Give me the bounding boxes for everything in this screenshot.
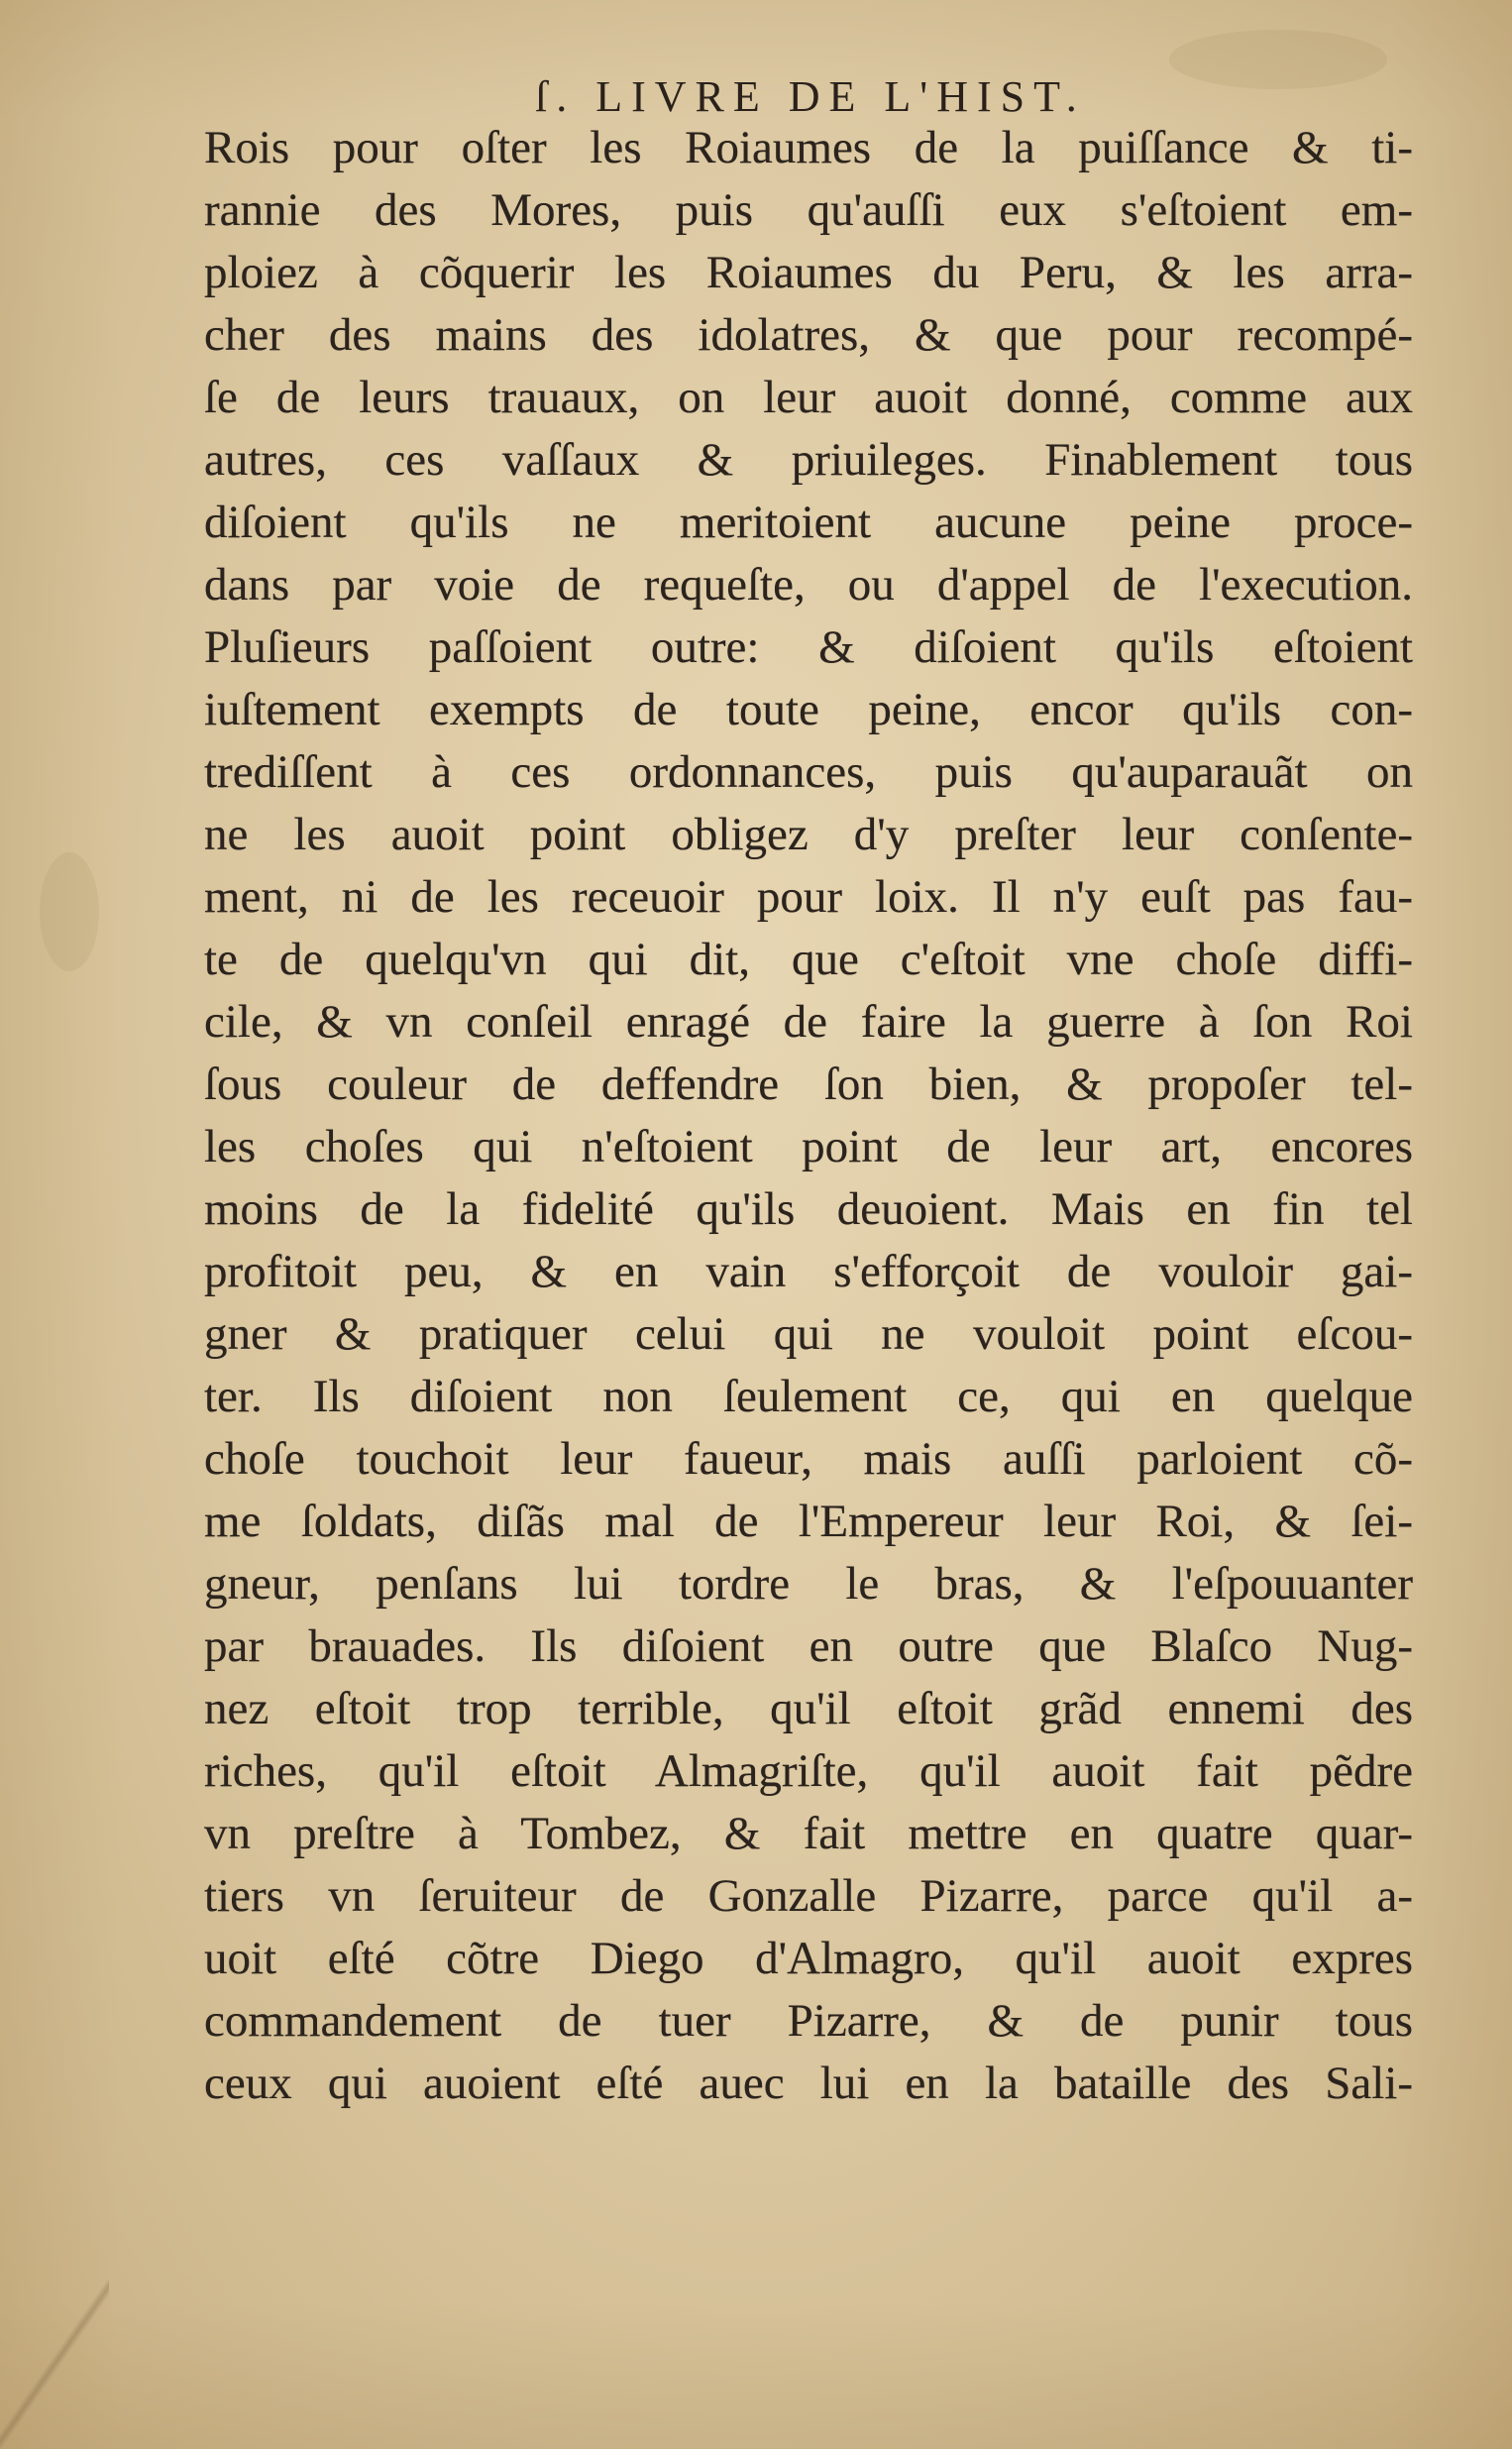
text-line: par brauades. Ils diſoient en outre que Blaſco Nug-: [204, 1620, 1413, 1672]
text-line: Rois pour oſter les Roiaumes de la puiſſance & ti-: [204, 122, 1413, 173]
text-line: Pluſieurs paſſoient outre: & diſoient qu'ils eſtoient: [204, 621, 1413, 673]
text-line: ploiez à cõquerir les Roiaumes du Peru, & les arra-: [204, 247, 1413, 298]
text-line: rannie des Mores, puis qu'auſſi eux s'eſtoient em-: [204, 184, 1413, 236]
text-line: gneur, penſans lui tordre le bras, & l'eſpouuanter: [204, 1558, 1413, 1610]
text-line: ſous couleur de deffendre ſon bien, & propoſer tel-: [204, 1058, 1413, 1110]
text-line: autres, ces vaſſaux & priuileges. Finablement tous: [204, 434, 1413, 486]
text-line: nez eſtoit trop terrible, qu'il eſtoit grãd ennemi des: [204, 1683, 1413, 1734]
text-line: cher des mains des idolatres, & que pour recompé-: [204, 309, 1413, 361]
text-line: choſe touchoit leur faueur, mais auſſi parloient cõ-: [204, 1433, 1413, 1485]
text-line: vn preſtre à Tombez, & fait mettre en quatre quar-: [204, 1808, 1413, 1859]
text-line: ter. Ils diſoient non ſeulement ce, qui en quelque: [204, 1371, 1413, 1422]
text-line: cile, & vn conſeil enragé de faire la guerre à ſon Roi: [204, 996, 1413, 1048]
text-line: ſe de leurs trauaux, on leur auoit donné, comme aux: [204, 372, 1413, 423]
text-line: riches, qu'il eſtoit Almagriſte, qu'il auoit fait pẽdre: [204, 1745, 1413, 1797]
paper-stain: [40, 852, 99, 971]
text-line: les choſes qui n'eſtoient point de leur art, encores: [204, 1121, 1413, 1172]
text-line: trediſſent à ces ordonnances, puis qu'auparauãt on: [204, 746, 1413, 798]
text-line: dans par voie de requeſte, ou d'appel de l'execution.: [204, 559, 1413, 611]
text-line: ceux qui auoient eſté auec lui en la bataille des Sali-: [204, 2058, 1413, 2109]
text-line: diſoient qu'ils ne meritoient aucune peine proce-: [204, 497, 1413, 548]
text-line: commandement de tuer Pizarre, & de punir tous: [204, 1995, 1413, 2047]
text-line: moins de la fidelité qu'ils deuoient. Mais en fin tel: [204, 1183, 1413, 1235]
paper-stain: [1169, 30, 1387, 89]
text-line: ment, ni de les receuoir pour loix. Il n'y euſt pas fau-: [204, 871, 1413, 923]
body-text: [204, 117, 1413, 2115]
text-line: tiers vn ſeruiteur de Gonzalle Pizarre, parce qu'il a-: [204, 1870, 1413, 1922]
text-line: uoit eſté cõtre Diego d'Almagro, qu'il auoit expres: [204, 1933, 1413, 1984]
text-line: iuſtement exempts de toute peine, encor qu'ils con-: [204, 684, 1413, 735]
text-line: ne les auoit point obligez d'y preſter leur conſente-: [204, 809, 1413, 860]
text-line: profitoit peu, & en vain s'efforçoit de vouloir gai-: [204, 1246, 1413, 1297]
text-line: me ſoldats, diſãs mal de l'Empereur leur Roi, & ſei-: [204, 1496, 1413, 1547]
paper-crease: [0, 2280, 109, 2449]
text-line: gner & pratiquer celui qui ne vouloit point eſcou-: [204, 1308, 1413, 1360]
running-head: ſ. LIVRE DE L'HIST.: [535, 72, 1086, 121]
text-line: te de quelqu'vn qui dit, que c'eſtoit vne choſe diffi-: [204, 934, 1413, 985]
